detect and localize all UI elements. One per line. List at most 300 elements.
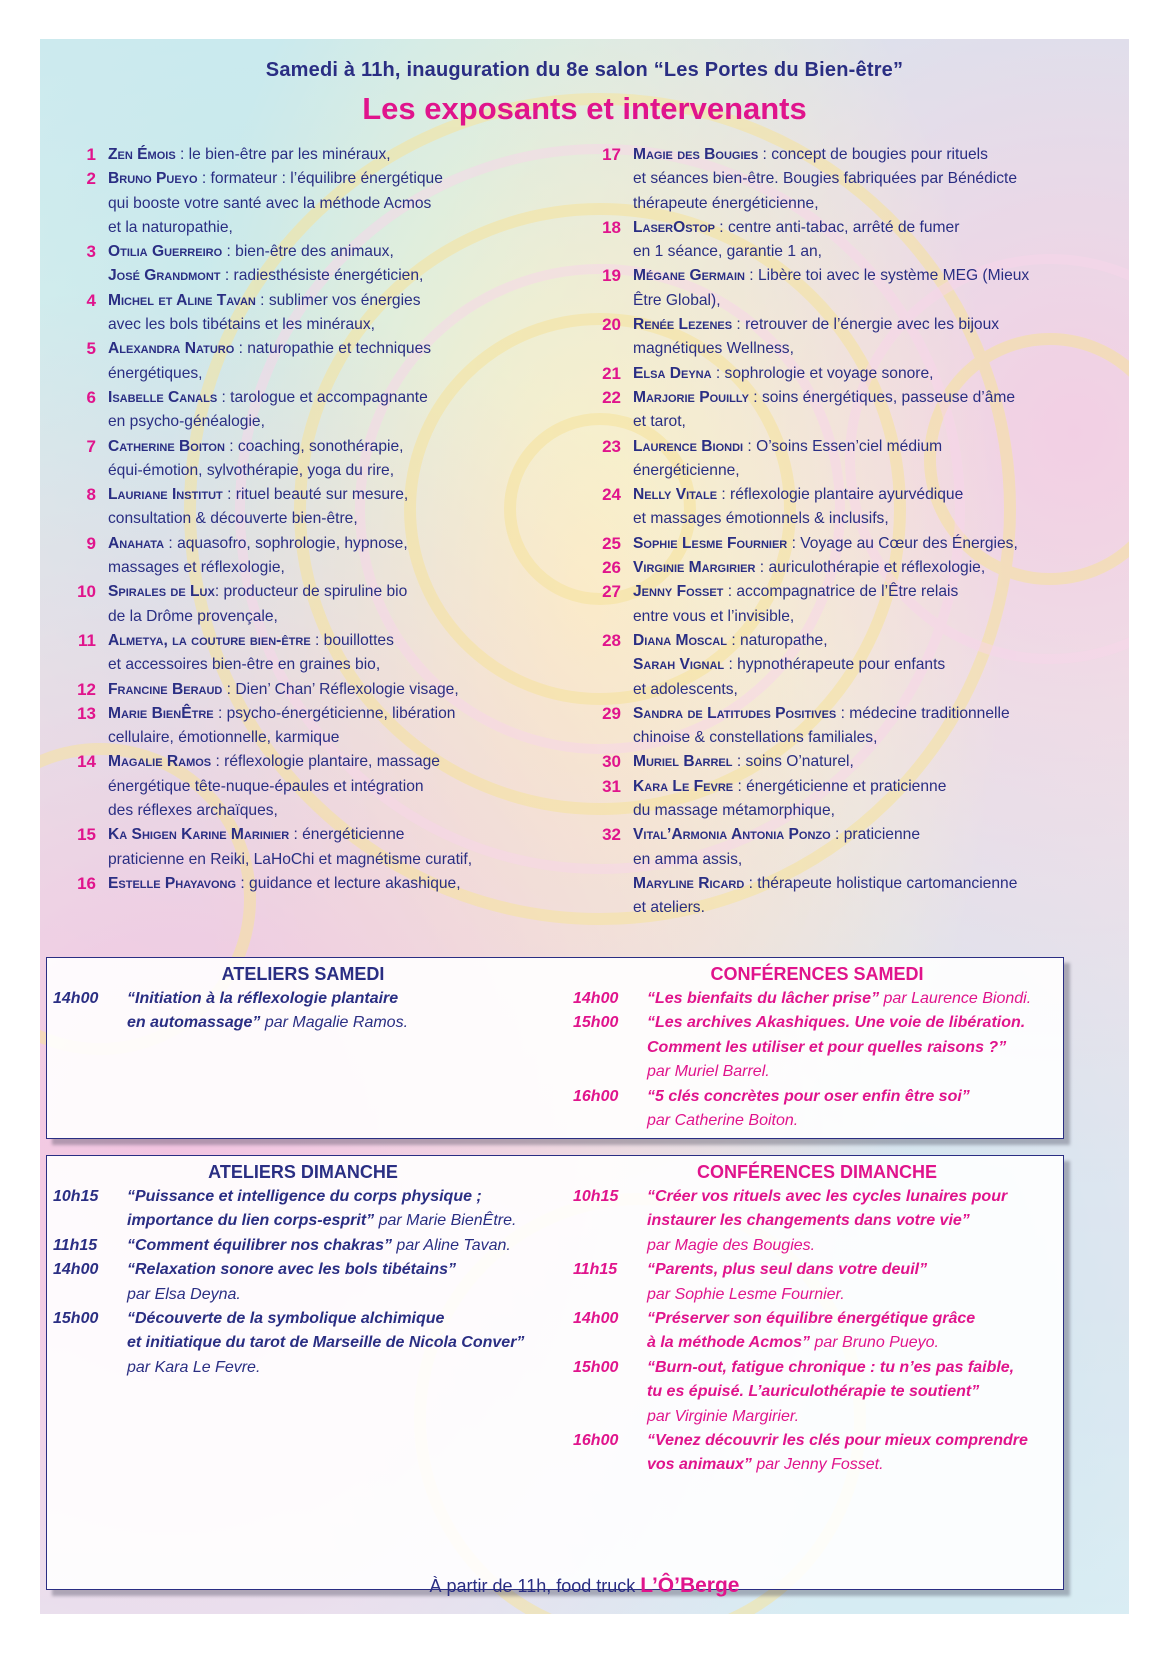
exhibitor-description: : retrouver de l’énergie avec les bijoux: [732, 316, 1000, 334]
exhibitor-number: 17: [602, 145, 621, 164]
schedule-speaker: par Bruno Pueyo.: [810, 1334, 939, 1352]
schedule-line: [127, 1307, 553, 1331]
schedule-title: “Parents, plus seul dans votre deuil”: [647, 1261, 928, 1279]
schedule-time: 16h00: [573, 1087, 619, 1105]
exhibitor-description: avec les bols tibétains et les minéraux,: [108, 316, 375, 334]
exhibitor-name: Mégane Germain: [633, 267, 745, 285]
exhibitor-line: [633, 702, 1120, 726]
schedule-speaker: par Magalie Ramos.: [260, 1014, 409, 1032]
exhibitor-description: : accompagnatrice de l’Être relais: [723, 583, 959, 601]
exhibitor-description: en amma assis,: [633, 850, 743, 868]
exhibitor-entry: [585, 216, 1120, 265]
schedule-item: [573, 1011, 1061, 1084]
exhibitor-name: Catherine Boiton: [108, 437, 225, 455]
page-title: Les exposants et intervenants: [362, 91, 807, 126]
schedule-line: [127, 1234, 553, 1258]
exhibitor-description: énergéticienne,: [633, 461, 740, 479]
schedule-time: 11h15: [573, 1261, 618, 1279]
exhibitor-line: [108, 702, 580, 726]
schedule-title: importance du lien corps-esprit”: [127, 1212, 375, 1230]
exhibitor-description: : bouillottes: [310, 631, 394, 649]
schedule-title: à la méthode Acmos”: [647, 1334, 811, 1352]
schedule-title: “Venez découvrir les clés pour mieux comprendre: [647, 1432, 1028, 1450]
schedule-line: [647, 1331, 1061, 1355]
section-title: ATELIERS SAMEDI: [221, 964, 385, 984]
exhibitors-list-left: [60, 143, 580, 896]
exhibitor-name: Otilia Guerreiro: [108, 243, 223, 261]
schedule-time: 16h00: [573, 1432, 619, 1450]
exhibitor-name: Michel et Aline Tavan: [108, 291, 256, 309]
schedule-time: 10h15: [53, 1188, 99, 1205]
schedule-item: [573, 1185, 1061, 1258]
schedule-title: “Comment équilibrer nos chakras”: [127, 1236, 392, 1254]
exhibitor-number: 18: [602, 217, 621, 237]
schedule-time: 15h00: [573, 1014, 619, 1032]
exhibitor-description: et adolescents,: [633, 680, 738, 698]
schedule-title: “Relaxation sonore avec les bols tibétains”: [127, 1261, 456, 1279]
exhibitor-line: [108, 678, 580, 702]
exhibitor-number: 21: [602, 363, 621, 383]
exhibitor-description: du massage métamorphique,: [633, 802, 835, 820]
schedule-line: [127, 1331, 553, 1355]
exhibitor-name: Almetya, la couture bien-être: [108, 631, 311, 649]
exhibitor-entry: [585, 580, 1120, 629]
exhibitor-entry: [60, 167, 580, 240]
exhibitor-line: [633, 823, 1120, 847]
exhibitor-entry: [585, 532, 1120, 556]
exhibitor-line: [108, 750, 580, 774]
exhibitor-entry: [60, 580, 580, 629]
exhibitor-description: : guidance et lecture akashique,: [236, 874, 461, 892]
exhibitor-line: [633, 872, 1120, 896]
exhibitor-line: [108, 483, 580, 507]
exhibitor-description: : sublimer vos énergies: [255, 291, 421, 309]
exhibitor-number: 13: [77, 703, 96, 723]
exhibitor-name: Lauriane Institut: [108, 486, 223, 504]
exhibitor-number: 12: [77, 679, 96, 699]
schedule-title: “Burn-out, fatigue chronique : tu n’es pas faible,: [647, 1358, 1015, 1376]
schedule-line: [647, 1085, 1061, 1109]
exhibitor-description: : auriculothérapie et réflexologie,: [755, 559, 986, 577]
exhibitor-description: et séances bien-être. Bougies fabriquées par Bénédicte: [633, 170, 1018, 188]
section-title: CONFÉRENCES SAMEDI: [710, 964, 924, 984]
exhibitor-name: Alexandra Naturo: [108, 340, 235, 358]
exhibitor-entry: [60, 702, 580, 751]
exhibitor-number: 4: [86, 290, 96, 310]
exhibitor-description: et massages émotionnels & inclusifs,: [633, 510, 889, 528]
schedule-speaker: par Jenny Fosset.: [751, 1456, 884, 1474]
exhibitor-name: Spirales de Lux: [108, 583, 215, 601]
conferences-dimanche-section: [573, 1162, 1061, 1478]
exhibitor-description: et ateliers.: [633, 899, 705, 917]
exhibitor-name: Magalie Ramos: [108, 753, 212, 771]
exhibitor-name: Muriel Barrel: [633, 753, 733, 771]
exhibitor-name: Marjorie Pouilly: [633, 388, 749, 406]
footer-note: [40, 1574, 1129, 1598]
schedule-speaker: par Virginie Margirier.: [647, 1407, 800, 1425]
exhibitor-line: [633, 556, 1120, 580]
exhibitor-number: 7: [86, 436, 96, 456]
exhibitor-description: : concept de bougies pour rituels: [758, 146, 988, 163]
schedule-item: [573, 1307, 1061, 1356]
exhibitor-description: en psycho-généalogie,: [108, 413, 265, 431]
exhibitor-number: 19: [602, 266, 621, 286]
exhibitor-description: : naturopathe,: [726, 631, 828, 649]
exhibitor-name: Nelly Vitale: [633, 486, 718, 504]
exhibitor-entry: [585, 629, 1120, 702]
exhibitor-entry: [585, 702, 1120, 751]
schedule-title: “Initiation à la réflexologie plantaire: [127, 990, 399, 1007]
schedule-item: [573, 1429, 1061, 1478]
exhibitor-line: [108, 629, 580, 653]
exhibitor-description: praticienne en Reiki, LaHoChi et magnétisme curatif,: [108, 850, 473, 868]
exhibitor-number: 11: [78, 630, 96, 650]
exhibitor-entry: [60, 143, 580, 167]
exhibitor-number: 16: [77, 873, 96, 893]
schedule-title: “Préserver son équilibre énergétique grâce: [647, 1310, 976, 1328]
exhibitor-name: Estelle Phayavong: [108, 874, 237, 892]
exhibitor-name: Maryline Ricard: [633, 874, 745, 892]
schedule-list: [53, 987, 553, 1036]
exhibitor-line: [108, 264, 580, 288]
exhibitor-name: Bruno Pueyo: [108, 170, 198, 188]
exhibitor-description: massages et réflexologie,: [108, 559, 285, 577]
exhibitor-description: : réflexologie plantaire ayurvédique: [717, 486, 964, 504]
schedule-item: [53, 1234, 553, 1258]
schedule-title: “Créer vos rituels avec les cycles lunaires pour: [647, 1188, 1008, 1205]
exhibitor-entry: [585, 435, 1120, 484]
exhibitor-entry: [60, 435, 580, 484]
schedule-line: [647, 1307, 1061, 1331]
exhibitor-number: 9: [86, 533, 96, 553]
exhibitor-line: [108, 289, 580, 313]
exhibitor-name: Francine Beraud: [108, 680, 223, 698]
exhibitor-entry: [585, 264, 1120, 313]
schedule-speaker: par Catherine Boiton.: [647, 1112, 799, 1130]
schedule-line: [647, 1356, 1061, 1380]
exhibitor-line: [108, 580, 580, 604]
exhibitor-description: : O’soins Essen’ciel médium: [743, 437, 943, 455]
exhibitor-line: [633, 143, 1120, 167]
ateliers-samedi-section: [53, 964, 553, 1036]
schedule-item: [53, 1185, 553, 1234]
exhibitor-description: et accessoires bien-être en graines bio,: [108, 656, 381, 674]
schedule-speaker: par Aline Tavan.: [391, 1236, 511, 1254]
schedule-line: [647, 1258, 1061, 1282]
schedule-item: [573, 987, 1061, 1011]
exhibitor-entry: [60, 629, 580, 678]
exhibitor-line: [108, 435, 580, 459]
schedule-title: en automassage”: [127, 1014, 261, 1032]
exhibitor-name: Laurence Biondi: [633, 437, 744, 455]
schedule-speaker: par Kara Le Fevre.: [127, 1358, 261, 1376]
schedule-line: [647, 987, 1061, 1011]
exhibitor-description: : aquasofro, sophrologie, hypnose,: [164, 534, 408, 552]
saturday-program-box: [46, 957, 1064, 1139]
exhibitor-line: [633, 216, 1120, 240]
exhibitor-number: 32: [602, 825, 621, 845]
flyer-page: [40, 39, 1129, 1614]
exhibitor-number: 1: [86, 145, 96, 164]
exhibitor-number: 8: [86, 485, 96, 505]
exhibitor-description: : bien-être des animaux,: [222, 243, 394, 261]
exhibitor-name: Sandra de Latitudes Positives: [633, 704, 837, 722]
schedule-time: 14h00: [573, 990, 619, 1007]
exhibitor-name: Isabelle Canals: [108, 388, 218, 406]
exhibitor-name: LaserOstop: [633, 218, 715, 236]
exhibitor-number: 5: [86, 339, 96, 359]
schedule-item: [53, 987, 553, 1036]
exhibitor-entry: [60, 823, 580, 872]
exhibitor-description: des réflexes archaïques,: [108, 802, 278, 820]
exhibitor-line: [108, 143, 580, 167]
schedule-line: [127, 1185, 553, 1209]
schedule-time: 14h00: [573, 1310, 619, 1328]
exhibitor-line: [633, 264, 1120, 288]
exhibitor-description: et la naturopathie,: [108, 218, 233, 236]
exhibitor-description: : coaching, sonothérapie,: [224, 437, 404, 455]
exhibitor-number: 2: [86, 169, 96, 189]
exhibitor-number: 29: [602, 703, 621, 723]
exhibitor-name: Sophie Lesme Fournier: [633, 534, 788, 552]
exhibitor-number: 20: [602, 315, 621, 335]
schedule-time: 15h00: [53, 1310, 99, 1328]
exhibitor-description: : tarologue et accompagnante: [217, 388, 428, 406]
exhibitor-description: entre vous et l’invisible,: [633, 607, 795, 625]
exhibitor-description: : rituel beauté sur mesure,: [222, 486, 409, 504]
exhibitor-number: 24: [602, 485, 621, 505]
schedule-item: [53, 1307, 553, 1380]
schedule-title: “Découverte de la symbolique alchimique: [127, 1310, 445, 1328]
exhibitor-number: 23: [602, 436, 621, 456]
schedule-list: [573, 987, 1061, 1133]
exhibitor-description: : hypnothérapeute pour enfants: [724, 656, 946, 674]
exhibitor-line: [108, 337, 580, 361]
food-truck-brand: L’Ô’Berge: [640, 1574, 740, 1597]
exhibitor-number: 25: [602, 533, 621, 553]
exhibitor-description: équi-émotion, sylvothérapie, yoga du rire,: [108, 461, 395, 479]
exhibitor-number: 31: [602, 776, 621, 796]
schedule-speaker: par Marie BienÊtre.: [374, 1212, 517, 1230]
schedule-speaker: par Elsa Deyna.: [127, 1285, 241, 1303]
schedule-time: 11h15: [53, 1236, 98, 1254]
schedule-list: [53, 1185, 553, 1380]
exhibitor-entry: [585, 775, 1120, 824]
exhibitor-line: [633, 435, 1120, 459]
exhibitor-entry: [585, 386, 1120, 435]
exhibitor-description: : énergéticienne: [289, 826, 405, 844]
section-title: CONFÉRENCES DIMANCHE: [696, 1162, 937, 1182]
ateliers-dimanche-section: [53, 1162, 553, 1380]
exhibitor-line: [108, 240, 580, 264]
exhibitor-line: [633, 580, 1120, 604]
exhibitor-description: : soins énergétiques, passeuse d’âme: [748, 388, 1016, 406]
schedule-speaker: par Laurence Biondi.: [879, 990, 1032, 1007]
schedule-line: [647, 1185, 1061, 1209]
schedule-time: 10h15: [573, 1188, 619, 1205]
exhibitor-name: Virginie Margirier: [633, 559, 756, 577]
exhibitor-name: Magie des Bougies: [633, 146, 759, 163]
schedule-title: “Puissance et intelligence du corps physique ;: [127, 1188, 482, 1205]
schedule-item: [573, 1356, 1061, 1429]
schedule-item: [53, 1258, 553, 1307]
exhibitor-name: José Grandmont: [108, 267, 221, 285]
exhibitor-name: Jenny Fosset: [633, 583, 724, 601]
exhibitor-entry: [60, 240, 580, 289]
schedule-line: [647, 1453, 1061, 1477]
exhibitor-entry: [585, 823, 1120, 920]
exhibitor-description: de la Drôme provençale,: [108, 607, 278, 625]
exhibitor-number: 28: [602, 630, 621, 650]
exhibitor-entry: [585, 556, 1120, 580]
schedule-title: et initiatique du tarot de Marseille de Nicola Conver”: [127, 1334, 525, 1352]
exhibitor-line: [633, 629, 1120, 653]
exhibitor-line: [633, 750, 1120, 774]
exhibitor-description: : Dien’ Chan’ Réflexologie visage,: [222, 680, 459, 698]
exhibitor-description: énergétique tête-nuque-épaules et intégration: [108, 777, 424, 795]
schedule-title: “5 clés concrètes pour oser enfin être soi”: [647, 1087, 970, 1105]
exhibitor-line: [633, 313, 1120, 337]
exhibitor-name: Diana Moscal: [633, 631, 727, 649]
exhibitor-entry: [585, 483, 1120, 532]
exhibitor-name: Ka Shigen Karine Marinier: [108, 826, 290, 844]
exhibitor-name: Renée Lezenes: [633, 316, 733, 334]
exhibitor-entry: [60, 532, 580, 581]
exhibitor-number: 15: [77, 825, 96, 845]
exhibitor-description: et tarot,: [633, 413, 686, 431]
exhibitor-line: [108, 167, 580, 191]
exhibitor-description: : thérapeute holistique cartomancienne: [744, 874, 1018, 892]
exhibitor-entry: [60, 483, 580, 532]
conferences-samedi-section: [573, 964, 1061, 1133]
exhibitor-entry: [60, 337, 580, 386]
schedule-line: [647, 1380, 1061, 1404]
sunday-program-box: [46, 1155, 1064, 1590]
schedule-title: vos animaux”: [647, 1456, 752, 1474]
schedule-time: 15h00: [573, 1358, 619, 1376]
section-title: ATELIERS DIMANCHE: [208, 1162, 398, 1182]
schedule-speaker: par Muriel Barrel.: [647, 1063, 770, 1081]
exhibitor-entry: [60, 872, 580, 896]
exhibitor-number: 26: [602, 558, 621, 578]
exhibitor-number: 22: [602, 387, 621, 407]
exhibitor-description: : formateur : l’équilibre énergétique: [197, 170, 443, 188]
schedule-item: [573, 1258, 1061, 1307]
exhibitor-description: consultation & découverte bien-être,: [108, 510, 358, 528]
exhibitor-entry: [585, 143, 1120, 216]
exhibitor-line: [633, 532, 1120, 556]
exhibitor-line: [633, 386, 1120, 410]
schedule-line: [127, 1209, 553, 1233]
schedule-line: [647, 1429, 1061, 1453]
exhibitor-number: 3: [86, 242, 96, 262]
schedule-line: [647, 1036, 1061, 1060]
exhibitor-description: : Voyage au Cœur des Énergies,: [787, 534, 1018, 552]
exhibitor-description: Être Global),: [633, 291, 721, 309]
schedule-speaker: par Sophie Lesme Fournier.: [647, 1285, 845, 1303]
exhibitor-entry: [585, 750, 1120, 774]
exhibitor-line: [633, 775, 1120, 799]
exhibitor-entry: [585, 313, 1120, 362]
footer-text: À partir de 11h, food truck: [429, 1576, 641, 1596]
exhibitor-number: 27: [602, 582, 621, 602]
exhibitor-description: qui booste votre santé avec la méthode Acmos: [108, 194, 432, 212]
exhibitor-name: Sarah Vignal: [633, 656, 725, 674]
exhibitor-description: : radiesthésiste énergéticien,: [220, 267, 424, 285]
exhibitor-name: Zen Émois: [108, 146, 176, 163]
exhibitor-description: : le bien-être par les minéraux,: [175, 146, 391, 163]
schedule-line: [127, 1258, 553, 1282]
exhibitor-description: : énergéticienne et praticienne: [733, 777, 947, 795]
schedule-line: [127, 987, 553, 1011]
exhibitor-description: : praticienne: [830, 826, 921, 844]
inauguration-headline: Samedi à 11h, inauguration du 8e salon “Les Portes du Bien-être”: [265, 59, 904, 81]
schedule-title: instaurer les changements dans votre vie”: [647, 1212, 970, 1230]
schedule-line: [647, 1011, 1061, 1035]
exhibitor-name: Kara Le Fevre: [633, 777, 734, 795]
exhibitor-description: : centre anti-tabac, arrêté de fumer: [714, 218, 960, 236]
exhibitor-line: [108, 872, 580, 896]
exhibitor-description: énergétiques,: [108, 364, 203, 382]
exhibitor-number: 30: [602, 752, 621, 772]
exhibitor-line: [633, 362, 1120, 386]
exhibitor-description: magnétiques Wellness,: [633, 340, 794, 358]
exhibitor-name: Anahata: [108, 534, 165, 552]
exhibitor-line: [108, 386, 580, 410]
exhibitor-entry: [60, 750, 580, 823]
exhibitor-name: Vital’Armonia Antonia Ponzo: [633, 826, 831, 844]
exhibitor-description: : sophrologie et voyage sonore,: [711, 364, 934, 382]
schedule-item: [573, 1085, 1061, 1134]
exhibitor-number: 6: [86, 387, 96, 407]
schedule-line: [127, 1011, 553, 1035]
exhibitors-list-right: [585, 143, 1120, 921]
schedule-line: [647, 1209, 1061, 1233]
exhibitor-entry: [585, 362, 1120, 386]
schedule-time: 14h00: [53, 990, 99, 1007]
exhibitor-entry: [60, 289, 580, 338]
exhibitor-description: thérapeute énergéticienne,: [633, 194, 819, 212]
exhibitor-entry: [60, 678, 580, 702]
exhibitor-description: : réflexologie plantaire, massage: [211, 753, 440, 771]
exhibitor-description: : soins O’naturel,: [732, 753, 854, 771]
exhibitor-description: : Libère toi avec le système MEG (Mieux: [744, 267, 1030, 285]
exhibitor-line: [108, 532, 580, 556]
exhibitor-description: cellulaire, émotionnelle, karmique: [108, 729, 340, 747]
exhibitor-number: 14: [77, 752, 96, 772]
exhibitor-name: Elsa Deyna: [633, 364, 712, 382]
exhibitor-description: : naturopathie et techniques: [234, 340, 432, 358]
exhibitor-description: : médecine traditionnelle: [836, 704, 1010, 722]
exhibitor-description: en 1 séance, garantie 1 an,: [633, 243, 822, 261]
exhibitor-line: [633, 483, 1120, 507]
exhibitor-description: : producteur de spiruline bio: [214, 583, 408, 601]
schedule-title: “Les archives Akashiques. Une voie de libération.: [647, 1014, 1026, 1032]
exhibitor-description: chinoise & constellations familiales,: [633, 729, 878, 747]
exhibitor-number: 10: [77, 582, 96, 602]
schedule-speaker: par Magie des Bougies.: [647, 1236, 816, 1254]
schedule-title: Comment les utiliser et pour quelles raisons ?”: [647, 1038, 1007, 1056]
exhibitor-line: [633, 653, 1120, 677]
exhibitor-entry: [60, 386, 580, 435]
exhibitor-description: : psycho-énergéticienne, libération: [213, 704, 456, 722]
exhibitor-name: Marie BienÊtre: [108, 704, 214, 722]
exhibitor-line: [108, 823, 580, 847]
schedule-time: 14h00: [53, 1261, 99, 1279]
schedule-title: “Les bienfaits du lâcher prise”: [647, 990, 880, 1007]
schedule-list: [573, 1185, 1061, 1478]
schedule-title: tu es épuisé. L’auriculothérapie te soutient”: [647, 1383, 980, 1401]
